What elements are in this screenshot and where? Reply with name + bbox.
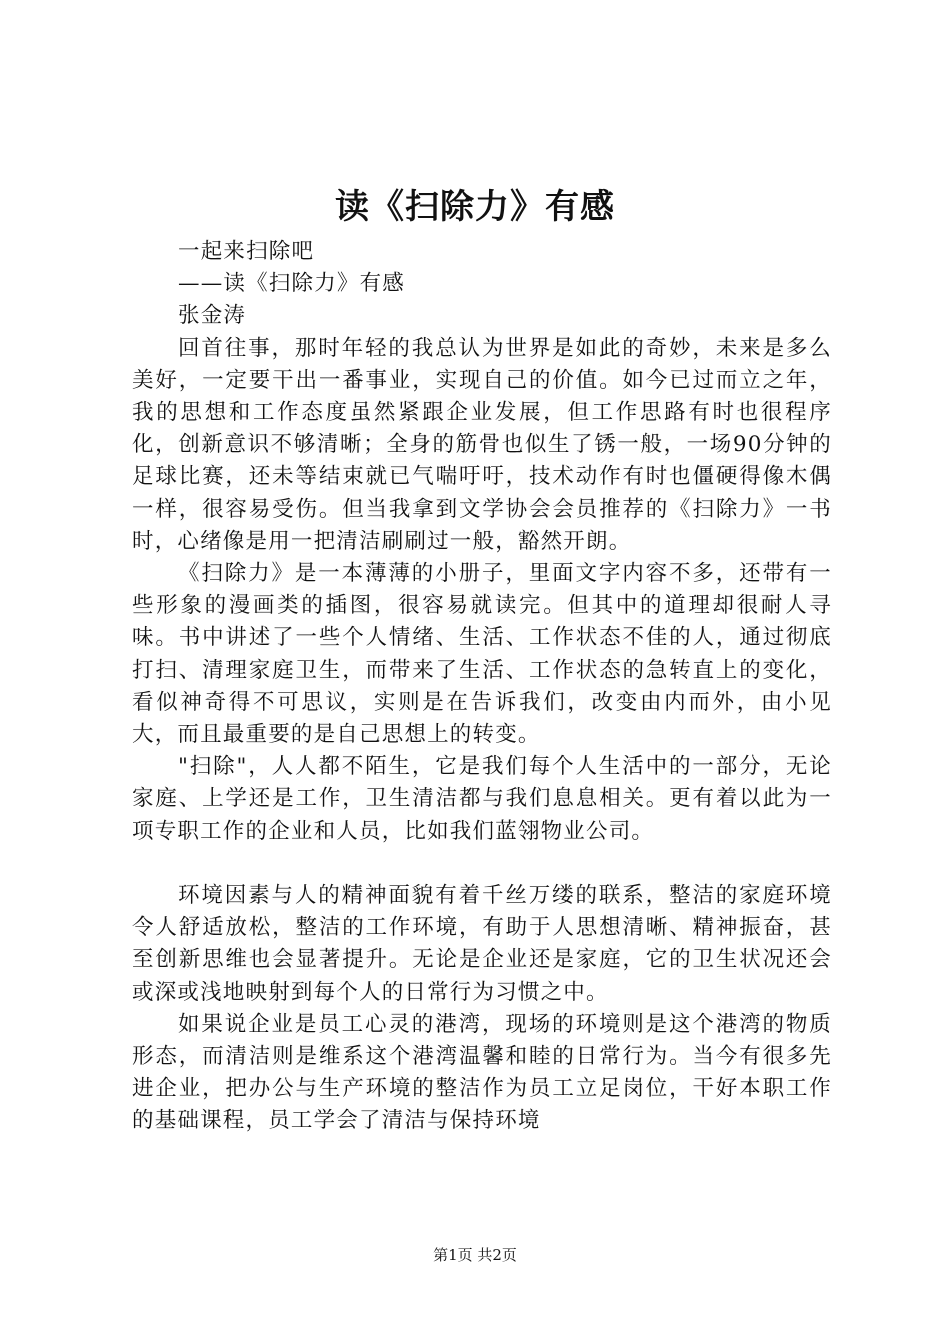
paragraph: "扫除"，人人都不陌生，它是我们每个人生活中的一部分，无论家庭、上学还是工作，卫生清洁都与我们息息相关。更有着以此为一项专职工作的企业和人员，比如我们蓝翎物业公司。 <box>132 754 832 844</box>
paragraph: 环境因素与人的精神面貌有着千丝万缕的联系，整洁的家庭环境令人舒适放松，整洁的工作环境，有助于人思想清晰、精神振奋，甚至创新思维也会显著提升。无论是企业还是家庭，它的卫生状况还会或深或浅地映射到每个人的日常行为习惯之中。 <box>132 883 832 1005</box>
document-title: 读《扫除力》有感 <box>335 187 615 227</box>
paragraph: 《扫除力》是一本薄薄的小册子，里面文字内容不多，还带有一些形象的漫画类的插图，很容易就读完。但其中的道理却很耐人寻味。书中讲述了一些个人情绪、生活、工作状态不佳的人，通过彻底打扫、清理家庭卫生，而带来了生活、工作状态的急转直上的变化，看似神奇得不可思议，实则是在告诉我们，改变由内而外，由小见大，而且最重要的是自己思想上的转变。 <box>132 561 832 748</box>
page-indicator: 第1页 共2页 <box>433 1246 517 1264</box>
document-subheading: ——读《扫除力》有感 <box>178 271 406 297</box>
document-author: 张金涛 <box>178 303 247 329</box>
paragraph: 如果说企业是员工心灵的港湾，现场的环境则是这个港湾的物质形态，而清洁则是维系这个港湾温馨和睦的日常行为。当今有很多先进企业，把办公与生产环境的整洁作为员工立足岗位，干好本职工作的基础课程，员工学会了清洁与保持环境 <box>132 1011 832 1134</box>
paragraph: 回首往事，那时年轻的我总认为世界是如此的奇妙，未来是多么美好，一定要干出一番事业，实现自己的价值。如今已过而立之年，我的思想和工作态度虽然紧跟企业发展，但工作思路有时也很程序化，创新意识不够清晰；全身的筋骨也似生了锈一般，一场90分钟的足球比赛，还未等结束就已气喘吁吁，技术动作有时也僵硬得像木偶一样，很容易受伤。但当我拿到文学协会会员推荐的《扫除力》一书时，心绪像是用一把清洁刷刷过一般，豁然开朗。 <box>132 335 832 554</box>
document-subtitle: 一起来扫除吧 <box>178 239 315 264</box>
document-body <box>132 236 832 1138</box>
